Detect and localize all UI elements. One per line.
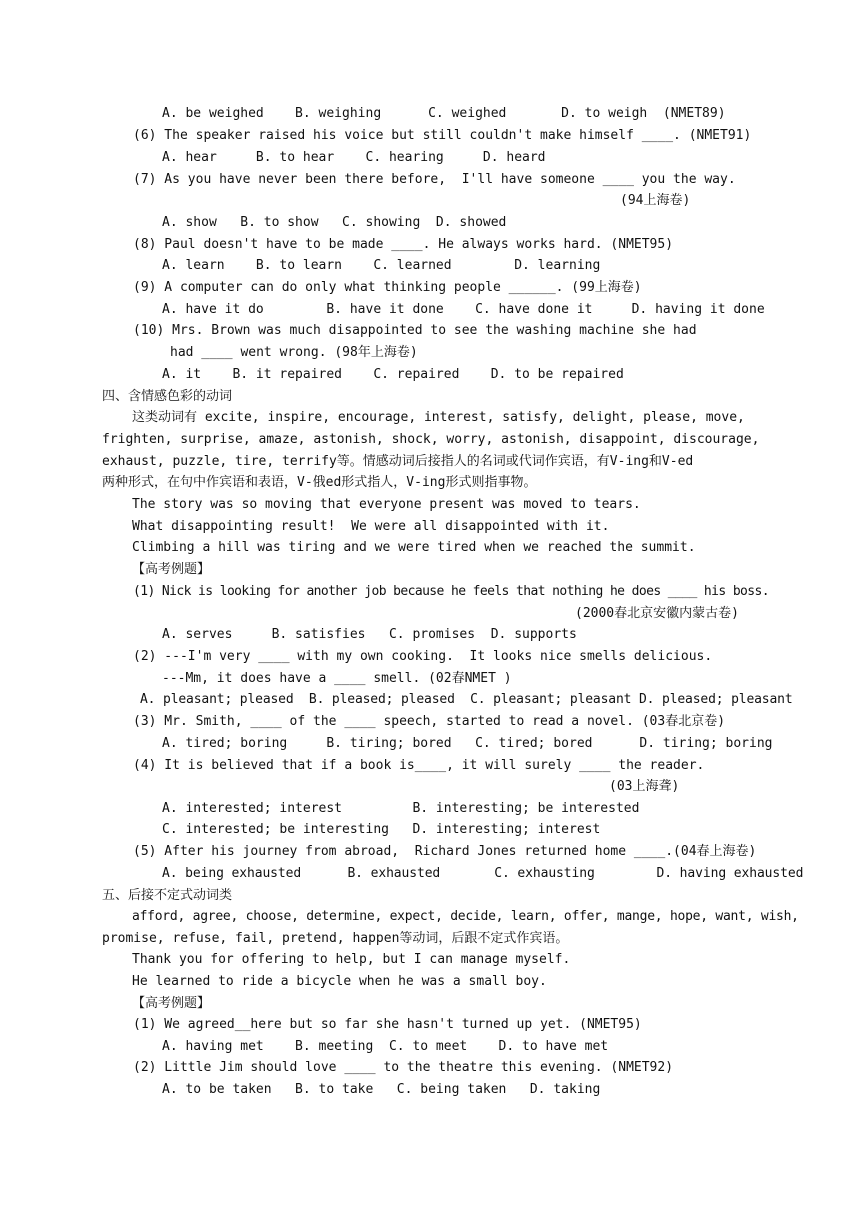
text-line: (4) It is believed that if a book is____, it will surely ____ the reader. [133, 758, 705, 773]
text-line: What disappointing result! We were all disappointed with it. [132, 519, 610, 534]
text-line: He learned to ride a bicycle when he was a small boy. [132, 974, 547, 989]
text-line: A. show B. to show C. showing D. showed [162, 215, 507, 230]
text-line: 两种形式，在句中作宾语和表语，V-俄ed形式指人，V-ing形式则指事物。 [102, 475, 537, 490]
text-line: (8) Paul doesn't have to be made ____. He always works hard. (NMET95) [133, 237, 674, 252]
text-line: (7) As you have never been there before, I'll have someone ____ you the way. [133, 172, 736, 187]
text-line: afford, agree, choose, determine, expect, decide, learn, offer, mange, hope, want, wish, [132, 909, 799, 924]
text-line: 【高考例题】 [132, 996, 211, 1011]
text-line: A. to be taken B. to take C. being taken D. taking [162, 1082, 601, 1097]
text-line: (1) We agreed__here but so far she hasn't turned up yet. (NMET95) [133, 1017, 642, 1032]
text-line: A. having met B. meeting C. to meet D. to have met [162, 1039, 609, 1054]
text-line: Climbing a hill was tiring and we were tired when we reached the summit. [132, 540, 696, 555]
text-line: (2) ---I'm very ____ with my own cooking. It looks nice smells delicious. [133, 649, 713, 664]
text-line: A. learn B. to learn C. learned D. learning [162, 258, 601, 273]
text-line: A. tired; boring B. tiring; bored C. tired; bored D. tiring; boring [162, 736, 773, 751]
text-line: A. it B. it repaired C. repaired D. to be repaired [162, 367, 624, 382]
text-line: (03上海聋) [609, 779, 680, 794]
text-line: (10) Mrs. Brown was much disappointed to see the washing machine she had [133, 323, 697, 338]
text-line: ---Mm, it does have a ____ smell. (02春NMET ) [162, 671, 512, 686]
text-line: Thank you for offering to help, but I can manage myself. [132, 952, 571, 967]
text-line: (3) Mr. Smith, ____ of the ____ speech, started to read a novel. (03春北京卷) [133, 714, 726, 729]
text-line: C. interested; be interesting D. interesting; interest [162, 822, 601, 837]
text-line: 四、含情感色彩的动词 [102, 389, 233, 404]
text-line: A. be weighed B. weighing C. weighed D. to weigh (NMET89) [162, 106, 726, 121]
text-line: 【高考例题】 [132, 562, 211, 577]
text-line: A. being exhausted B. exhausted C. exhausting D. having exhausted [162, 866, 804, 881]
text-line: A. hear B. to hear C. hearing D. heard [162, 150, 546, 165]
text-line: (2000春北京安徽内蒙古卷) [575, 606, 739, 621]
text-line: A. have it do B. have it done C. have done it D. having it done [162, 302, 765, 317]
text-line: (2) Little Jim should love ____ to the theatre this evening. (NMET92) [133, 1060, 674, 1075]
text-line: (9) A computer can do only what thinking people ______. (99上海卷) [133, 280, 642, 295]
text-line: (5) After his journey from abroad, Richard Jones returned home ____.(04春上海卷) [133, 844, 757, 859]
text-line: exhaust, puzzle, tire, terrify等。情感动词后接指人的名词或代词作宾语，有V-ing和V-ed [102, 454, 694, 469]
text-line: A. pleasant; pleased B. pleased; pleased C. pleasant; pleasant D. pleased; pleasant [140, 692, 793, 707]
text-line: frighten, surprise, amaze, astonish, shock, worry, astonish, disappoint, discourage, [102, 432, 760, 447]
text-line: 这类动词有 excite, inspire, encourage, interest, satisfy, delight, please, move, [132, 410, 745, 425]
text-line: had ____ went wrong. (98年上海卷) [170, 345, 418, 360]
text-line: promise, refuse, fail, pretend, happen等动词，后跟不定式作宾语。 [102, 931, 569, 946]
text-line: 五、后接不定式动词类 [102, 888, 233, 903]
text-line: (1) Nick is looking for another job because he feels that nothing he does ____ his boss. [133, 584, 769, 599]
text-line: A. interested; interest B. interesting; be interested [162, 801, 640, 816]
text-line: (94上海卷) [620, 193, 691, 208]
text-line: The story was so moving that everyone present was moved to tears. [132, 497, 641, 512]
text-line: (6) The speaker raised his voice but still couldn't make himself ____. (NMET91) [133, 128, 752, 143]
text-line: A. serves B. satisfies C. promises D. supports [162, 627, 577, 642]
